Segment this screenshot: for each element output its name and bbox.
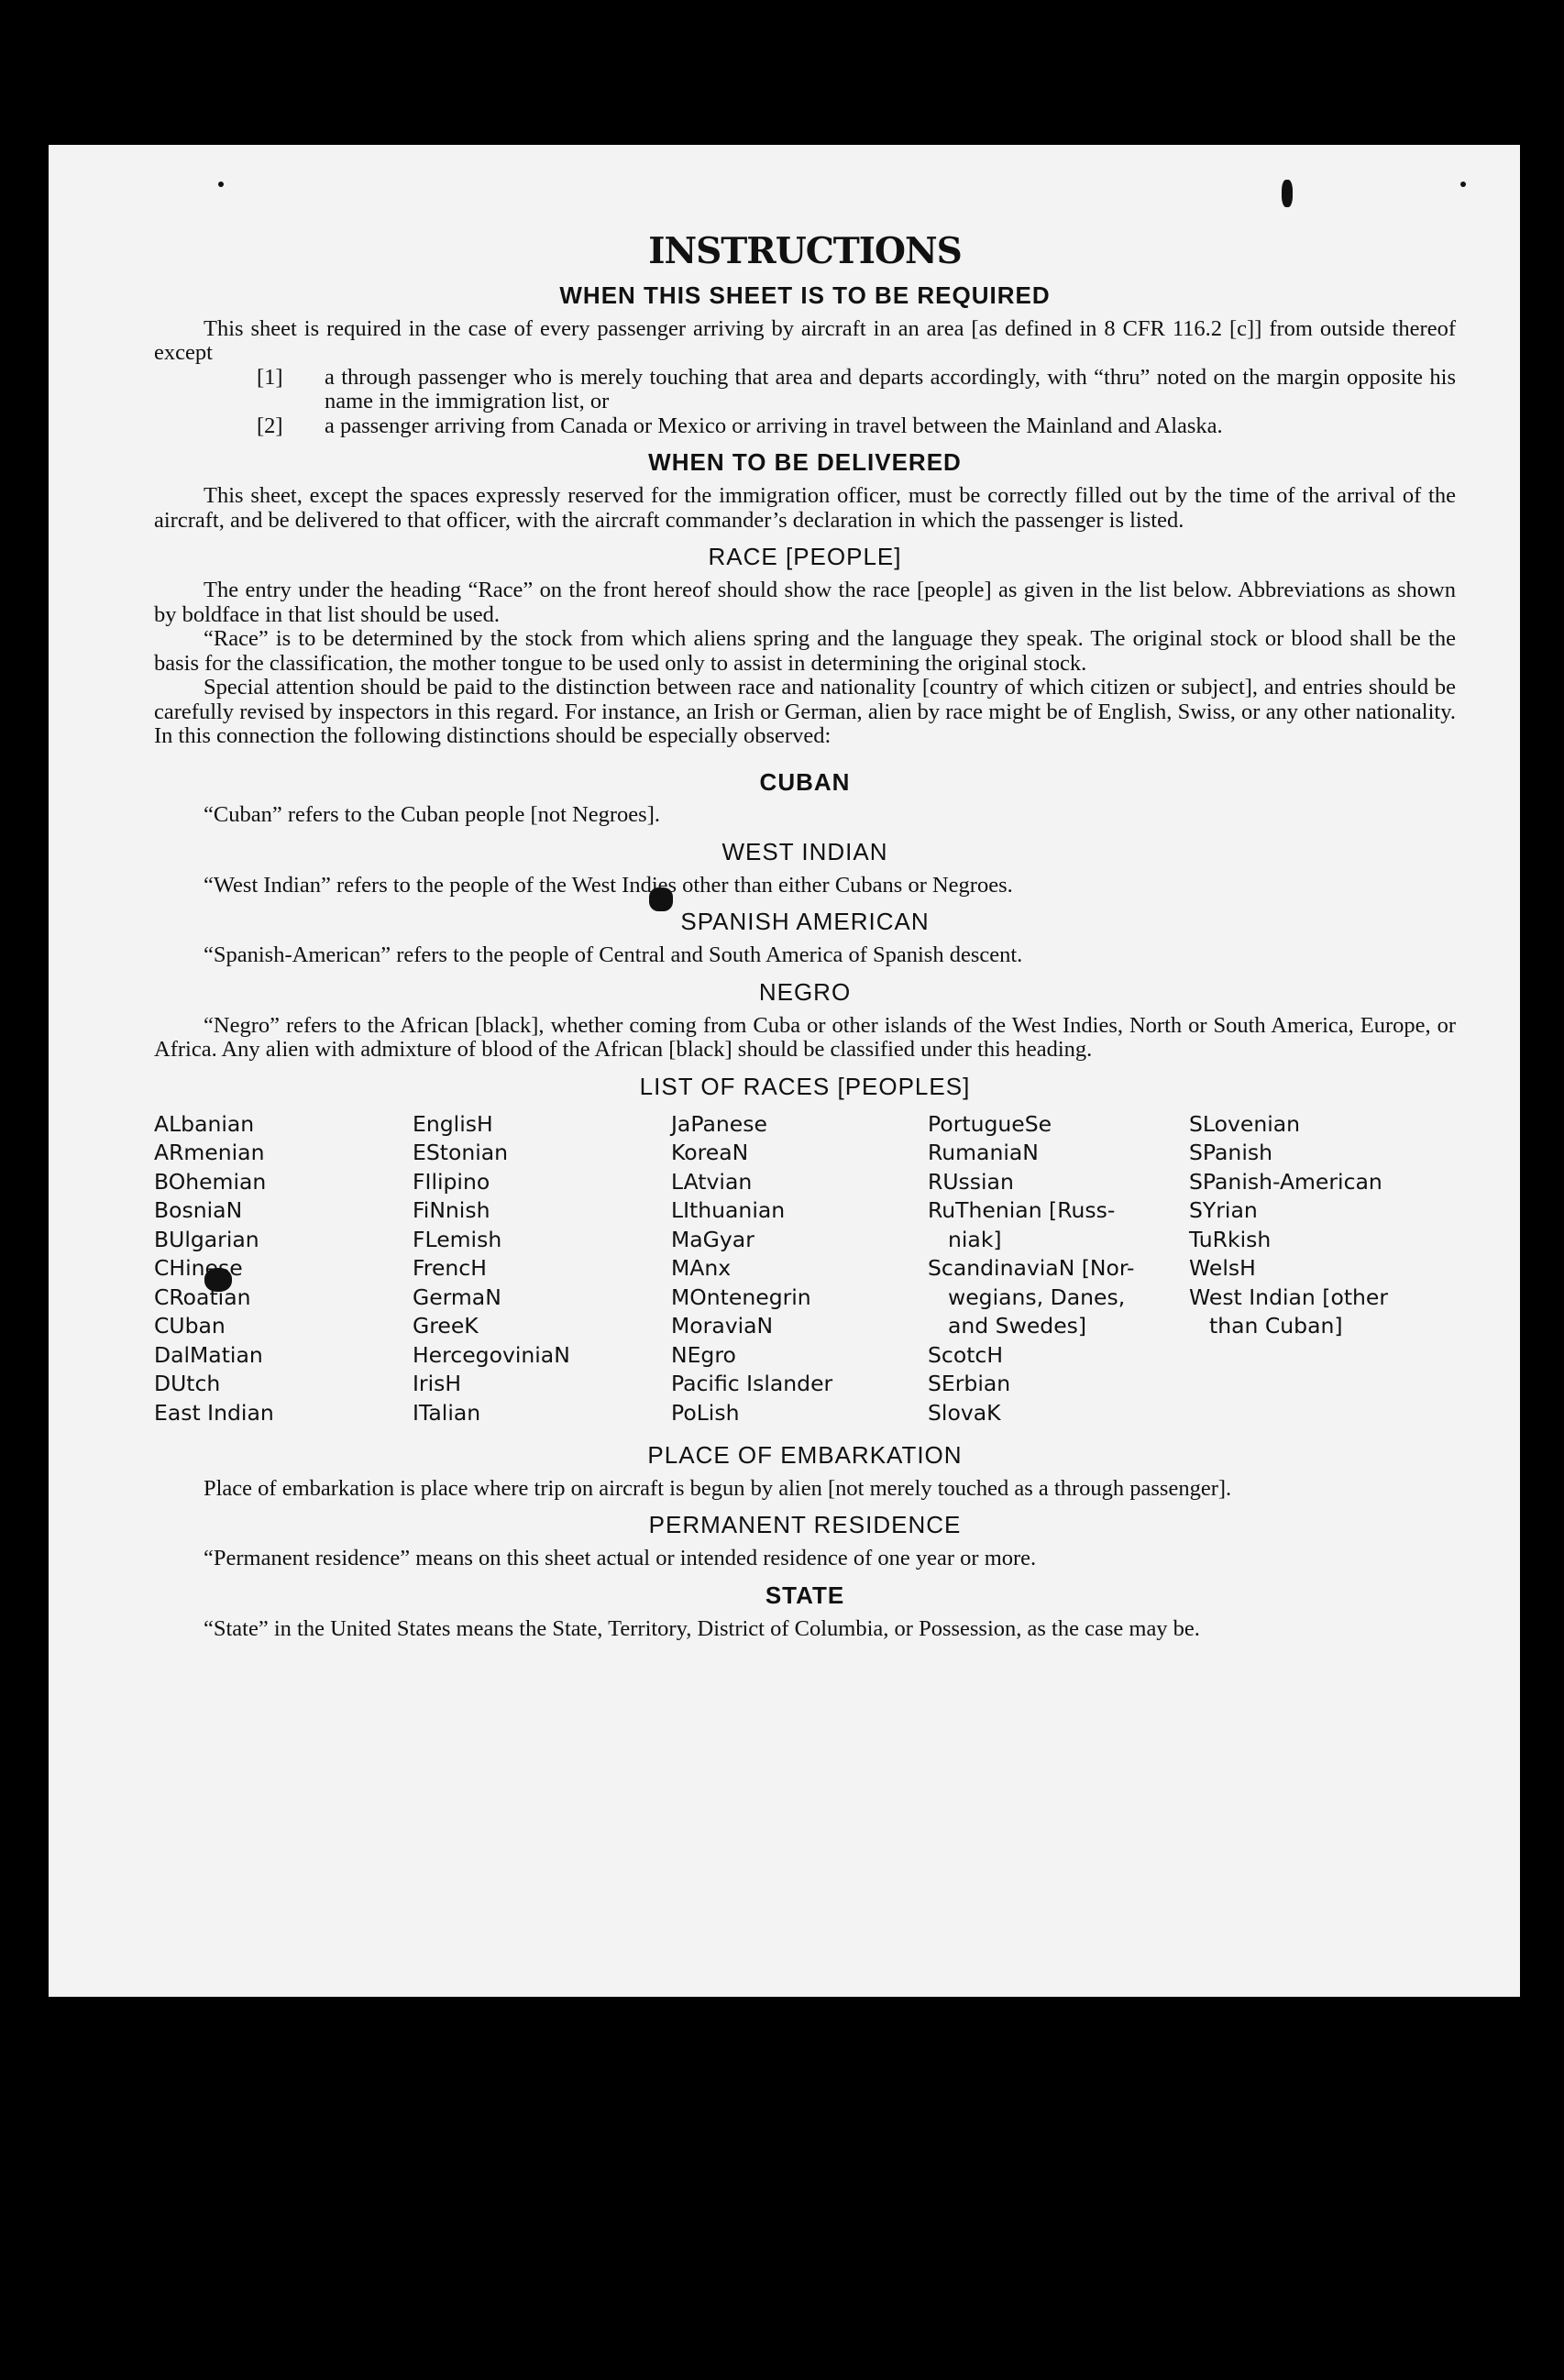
race-entry: SLovenian (1189, 1110, 1301, 1137)
race-entry: TuRkish (1189, 1226, 1272, 1252)
race-entry: ARmenian (154, 1140, 265, 1166)
state-text: “State” in the United States means the State, Territory, District of Columbia, or Possession, as the case may be. (204, 1615, 1200, 1641)
races-column-5 (1189, 1110, 1456, 1428)
race-paragraph-3: Special attention should be paid to the distinction between race and nationality [country of which citizen or subject], and entries should be carefully revised by inspectors in this regard. For instance, an Irish or German, alien by race might be of English, Swiss, or any other nationality. In this connection the following distinctions should be especially observed: (154, 675, 1456, 749)
item-text: a passenger arriving from Canada or Mexico or arriving in travel between the Mainland and Alaska. (325, 413, 1223, 438)
race-entry: FLemish (413, 1226, 502, 1252)
race-entry: EnglisH (413, 1110, 493, 1137)
item-text: a through passenger who is merely touching that area and departs accordingly, with “thru” noted on the margin opposite his name in the immigration list, or (325, 364, 1456, 414)
ink-spot (218, 182, 224, 187)
required-intro: This sheet is required in the case of every passenger arriving by aircraft in an area [as defined in 8 CFR 116.2 [c]] from outside thereof except (154, 315, 1456, 366)
race-entry: PoLish (671, 1399, 740, 1426)
race-paragraph-2: “Race” is to be determined by the stock from which aliens spring and the language they speak. The original stock or blood shall be the basis for the classification, the mother tongue to be used only to assist in determining the original stock. (154, 626, 1456, 676)
race-paragraph-1: The entry under the heading “Race” on the front hereof should show the race [people] as given in the list below. Abbreviations as shown by boldface in that list should be used. (154, 578, 1456, 627)
section-heading-spanish-american: SPANISH AMERICAN (680, 908, 930, 936)
section-heading-required: WHEN THIS SHEET IS TO BE REQUIRED (559, 281, 1051, 309)
race-entry: niak] (948, 1226, 1002, 1252)
item-number: [2] (257, 413, 283, 438)
section-heading-embarkation: PLACE OF EMBARKATION (647, 1441, 963, 1470)
race-entry: FrencH (413, 1255, 487, 1282)
race-entry: SYrian (1189, 1197, 1258, 1224)
race-entry: SlovaK (928, 1399, 1001, 1426)
race-entry: ScotcH (928, 1341, 1004, 1368)
race-entry: NEgro (671, 1341, 736, 1368)
race-entry: HercegoviniaN (413, 1341, 570, 1368)
section-heading-list-of-races: LIST OF RACES [PEOPLES] (639, 1072, 971, 1100)
race-entry: MAnx (671, 1255, 732, 1282)
embarkation-text: Place of embarkation is place where trip on aircraft is begun by alien [not merely touched as a through passenger]. (204, 1475, 1232, 1501)
section-heading-race: RACE [PEOPLE] (708, 543, 902, 571)
races-column-4 (928, 1110, 1189, 1428)
race-entry: and Swedes] (948, 1313, 1087, 1339)
section-heading-delivered: WHEN TO BE DELIVERED (648, 448, 962, 477)
race-entry: DalMatian (154, 1341, 263, 1368)
race-entry: MoraviaN (671, 1313, 774, 1339)
race-entry: EStonian (413, 1140, 509, 1166)
race-entry: MOntenegrin (671, 1284, 811, 1310)
races-column-1 (154, 1110, 413, 1428)
section-heading-west-indian: WEST INDIAN (721, 837, 888, 865)
section-heading-state: STATE (765, 1581, 845, 1609)
race-entry: LAtvian (671, 1168, 753, 1195)
race-entry: IrisH (413, 1371, 462, 1397)
races-column-2 (413, 1110, 671, 1428)
race-entry: FIlipino (413, 1168, 490, 1195)
ink-spot (1282, 180, 1293, 207)
section-heading-negro: NEGRO (758, 977, 852, 1006)
race-entry: SErbian (928, 1371, 1011, 1397)
negro-text: “Negro” refers to the African [black], whether coming from Cuba or other islands of the West Indies, North or South America, Europe, or Africa. Any alien with admixture of blood of the African [black] should be classified under this heading. (154, 1012, 1456, 1063)
race-entry: WelsH (1189, 1255, 1256, 1282)
race-entry: West Indian [other (1189, 1284, 1389, 1310)
race-entry: ALbanian (154, 1110, 255, 1137)
race-entry: RumaniaN (928, 1140, 1039, 1166)
race-entry: BosniaN (154, 1197, 243, 1224)
race-entry: ITalian (413, 1399, 481, 1426)
race-entry: than Cuban] (1209, 1313, 1343, 1339)
ink-spot (1460, 182, 1466, 187)
race-entry: FiNnish (413, 1197, 490, 1224)
race-entry: RuThenian [Russ- (928, 1197, 1116, 1224)
document-sheet (49, 145, 1520, 1997)
required-item-2 (257, 414, 1456, 439)
race-entry: East Indian (154, 1399, 274, 1426)
race-entry: MaGyar (671, 1226, 754, 1252)
race-entry: BOhemian (154, 1168, 267, 1195)
race-entry: GreeK (413, 1313, 479, 1339)
race-entry: DUtch (154, 1371, 221, 1397)
race-entry: CHinese (154, 1255, 243, 1282)
west-indian-text: “West Indian” refers to the people of the West Indies other than either Cubans or Negroes. (204, 872, 1013, 898)
race-entry: SPanish-American (1189, 1168, 1382, 1195)
delivered-text: This sheet, except the spaces expressly reserved for the immigration officer, must be correctly filled out by the time of the arrival of the aircraft, and be delivered to that officer, with the aircraft commander’s declaration in which the passenger is listed. (154, 483, 1456, 533)
required-item-1 (257, 366, 1456, 414)
race-entry: CUban (154, 1313, 226, 1339)
section-heading-residence: PERMANENT RESIDENCE (648, 1511, 962, 1539)
page-title: INSTRUCTIONS (648, 230, 962, 272)
residence-text: “Permanent residence” means on this sheet actual or intended residence of one year or more. (204, 1546, 1037, 1571)
races-list (154, 1110, 1456, 1428)
race-entry: Pacific Islander (671, 1371, 833, 1397)
race-entry: GermaN (413, 1284, 501, 1310)
races-column-3 (671, 1110, 928, 1428)
section-heading-cuban: CUBAN (759, 767, 851, 796)
race-entry: PortugueSe (928, 1110, 1052, 1137)
spanish-american-text: “Spanish-American” refers to the people of Central and South America of Spanish descent. (204, 942, 1023, 968)
race-entry: CRoatian (154, 1284, 251, 1310)
instructions-content (154, 232, 1456, 1641)
race-entry: BUlgarian (154, 1226, 259, 1252)
race-entry: SPanish (1189, 1140, 1272, 1166)
cuban-text: “Cuban” refers to the Cuban people [not Negroes]. (204, 802, 660, 828)
race-entry: RUssian (928, 1168, 1014, 1195)
race-entry: wegians, Danes, (948, 1284, 1126, 1310)
race-entry: LIthuanian (671, 1197, 786, 1224)
race-entry: JaPanese (671, 1110, 767, 1137)
race-entry: ScandinaviaN [Nor- (928, 1255, 1135, 1282)
item-number: [1] (257, 364, 283, 390)
race-entry: KoreaN (671, 1140, 749, 1166)
